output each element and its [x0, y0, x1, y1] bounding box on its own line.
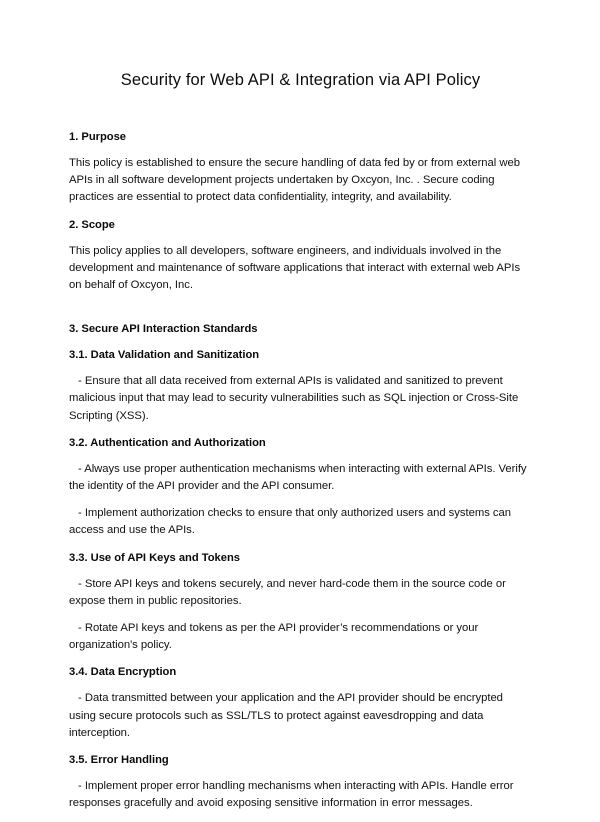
paragraph-purpose: This policy is established to ensure the secure handling of data fed by or from external web APIs in all software development projects undertaken by Oxcyon, Inc. . Secure coding practices are essential to protect data confidentiality, integrity, and availability. [69, 157, 520, 204]
document-body [69, 70, 532, 822]
heading-authentication-and-authorization: 3.2. Authentication and Authorization [69, 436, 266, 449]
bullet-api-keys-2: - Rotate API keys and tokens as per the API provider’s recommendations or your organization's policy. [69, 622, 479, 652]
bullet-authentication-1: - Always use proper authentication mechanisms when interacting with external APIs. Verify the identity of the API provider and the API consumer. [69, 462, 527, 493]
bullet-data-validation-1: - Ensure that all data received from external APIs is validated and sanitized to prevent malicious input that may lead to security vulnerabilities such as SQL injection or Cross-Site Scripting (XSS). [69, 375, 519, 422]
heading-secure-api-interaction-standards: 3. Secure API Interaction Standards [69, 323, 258, 336]
bullet-encryption-1: - Data transmitted between your application and the API provider should be encrypted using secure protocols such as SSL/TLS to protect against eavesdropping and data interception. [69, 692, 503, 739]
document-title: Security for Web API & Integration via API Policy [120, 71, 481, 89]
heading-scope: 2. Scope [69, 218, 115, 231]
heading-purpose: 1. Purpose [69, 131, 126, 143]
heading-error-handling: 3.5. Error Handling [69, 754, 169, 767]
heading-use-of-api-keys-and-tokens: 3.3. Use of API Keys and Tokens [69, 551, 240, 564]
paragraph-scope: This policy applies to all developers, software engineers, and individuals involved in the development and maintenance of software applications that interact with external web APIs on behalf of Oxcyon, Inc. [69, 244, 521, 292]
heading-data-encryption: 3.4. Data Encryption [69, 666, 177, 679]
bullet-api-keys-1: - Store API keys and tokens securely, and never hard-code them in the source code or expose them in public repositories. [69, 577, 506, 607]
bullet-error-handling-1: - Implement proper error handling mechanisms when interacting with APIs. Handle error responses gracefully and avoid exposing sensitive information in error messages. [69, 780, 514, 810]
paragraph-spacer [69, 304, 532, 321]
bullet-authentication-2: - Implement authorization checks to ensure that only authorized users and systems can access and use the APIs. [69, 507, 512, 537]
heading-data-validation-and-sanitization: 3.1. Data Validation and Sanitization [69, 349, 260, 362]
